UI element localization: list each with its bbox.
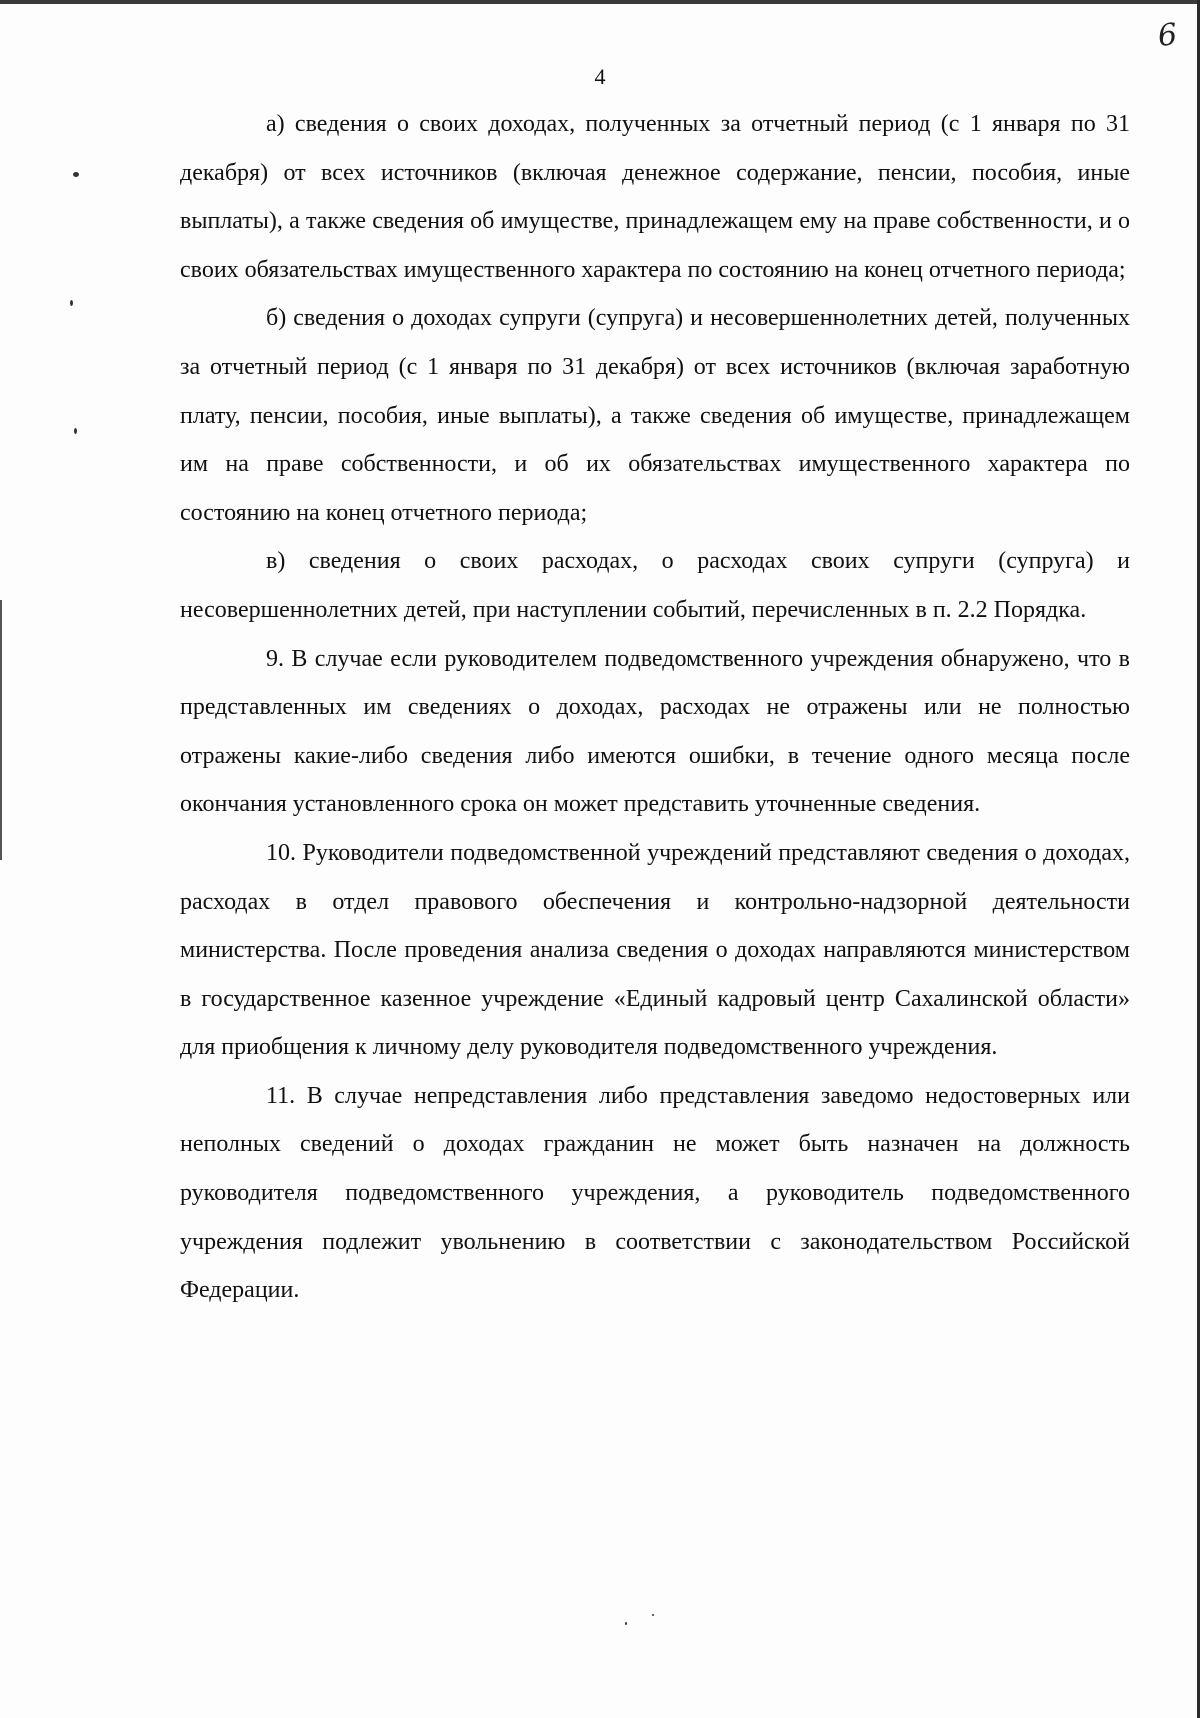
document-body <box>180 100 1130 1315</box>
scan-edge-top <box>0 0 1200 4</box>
scan-speck <box>625 1622 627 1625</box>
paragraph-9: 9. В случае если руководителем подведомственного учреждения обнаружено, что в представленных им сведениях о доходах, расходах не отражены или не полностью отражены какие-либо сведения либо имеются ошибки, в течение одного месяца после окончания установленного срока он может представить уточненные сведения. <box>180 645 1130 818</box>
scan-speck <box>652 1614 654 1616</box>
paragraph-b: б) сведения о доходах супруги (супруга) и несовершеннолетних детей, полученных за отчетный период (с 1 января по 31 декабря) от всех источников (включая заработную плату, пенсии, пособия, иные выплаты), а также сведения об имуществе, принадлежащем им на праве собственности, и об их обязательствах имущественного характера по состоянию на конец отчетного периода; <box>180 305 1130 526</box>
paragraph-v: в) сведения о своих расходах, о расходах своих супруги (супруга) и несовершеннолетних детей, при наступлении событий, перечисленных в п. 2.2 Порядка. <box>180 548 1130 623</box>
scan-edge-left <box>0 600 2 860</box>
scan-speck <box>73 172 79 177</box>
page-number: 4 <box>594 64 606 89</box>
scan-speck <box>74 428 77 434</box>
handwritten-page-number: 6 <box>1156 17 1179 54</box>
scan-speck <box>70 300 73 306</box>
paragraph-10: 10. Руководители подведомственной учреждений представляют сведения о доходах, расходах в отдел правового обеспечения и контрольно-надзорной деятельности министерства. После проведения анализа сведения о доходах направляются министерством в государственное казенное учреждение «Единый кадровый центр Сахалинской области» для приобщения к личному делу руководителя подведомственного учреждения. <box>180 839 1130 1061</box>
paragraph-11: 11. В случае непредставления либо представления заведомо недостоверных или неполных сведений о доходах гражданин не может быть назначен на должность руководителя подведомственного учреждения, а руководитель подведомственного учреждения подлежит увольнению в соответствии с законодательством Российской Федерации. <box>180 1082 1130 1304</box>
paragraph-a: а) сведения о своих доходах, полученных за отчетный период (с 1 января по 31 декабря) от всех источников (включая денежное содержание, пенсии, пособия, иные выплаты), а также сведения об имуществе, принадлежащем ему на праве собственности, и о своих обязательствах имущественного характера по состоянию на конец отчетного периода; <box>180 111 1130 283</box>
